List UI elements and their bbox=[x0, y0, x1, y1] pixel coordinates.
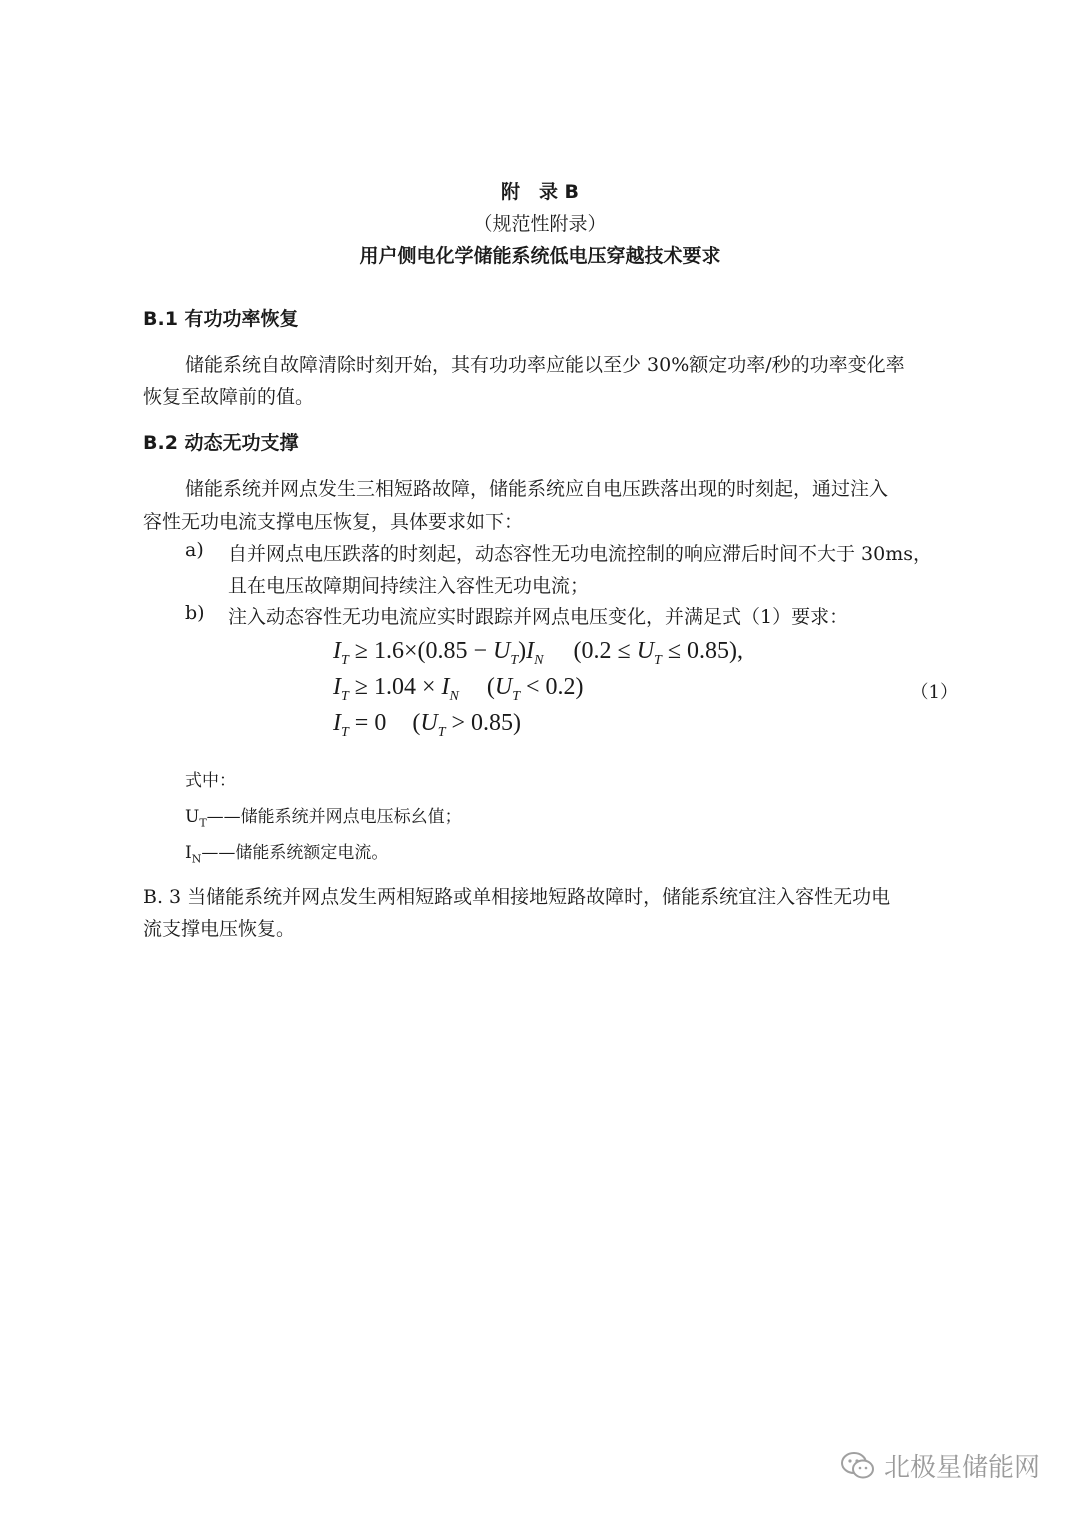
section-b2-paragraph-line2: 容性无功电流支撑电压恢复，具体要求如下： bbox=[143, 511, 524, 533]
formula-line-1: $I_T \ge 1.6\times(0.85 - U_T)I_N$ $(0.2 \le U_T \le 0.85)$, bbox=[333, 638, 743, 668]
where-label: 式中： bbox=[185, 771, 236, 791]
section-b3-line1: B. 3 当储能系统并网点发生两相短路或单相接地短路故障时，储能系统宜注入容性无功电 bbox=[143, 886, 891, 908]
equation-number: （1） bbox=[910, 682, 958, 703]
definition-in: $I_N——$储能系统额定电流。 bbox=[185, 843, 389, 866]
wechat-icon bbox=[840, 1451, 876, 1481]
formula-line-3: $I_T = 0$ $(U_T > 0.85)$ bbox=[333, 710, 522, 740]
list-item-b-marker: b) bbox=[185, 602, 205, 624]
section-b3-line2: 流支撑电压恢复。 bbox=[143, 918, 296, 940]
list-item-a-line2: 且在电压故障期间持续注入容性无功电流； bbox=[228, 575, 590, 597]
watermark bbox=[840, 1447, 1040, 1484]
section-b1-heading: B.1 有功功率恢复 bbox=[143, 308, 299, 330]
list-item-a-marker: a) bbox=[185, 539, 204, 561]
formula-line-2: $I_T \ge 1.04 \times I_N$ $(U_T < 0.2)$ bbox=[333, 674, 584, 704]
definition-ut: $U_T——$储能系统并网点电压标幺值； bbox=[185, 807, 462, 830]
appendix-type: （规范性附录） bbox=[473, 213, 607, 235]
section-b2-paragraph-line1: 储能系统并网点发生三相短路故障，储能系统应自电压跌落出现的时刻起，通过注入 bbox=[185, 478, 889, 500]
list-item-a-line1: 自并网点电压跌落的时刻起，动态容性无功电流控制的响应滞后时间不大于 30ms， bbox=[228, 543, 932, 565]
section-b1-paragraph-line2: 恢复至故障前的值。 bbox=[143, 386, 315, 408]
section-b2-heading: B.2 动态无功支撑 bbox=[143, 432, 299, 454]
watermark-text: 北极星储能网 bbox=[883, 1453, 1040, 1483]
appendix-subject: 用户侧电化学储能系统低电压穿越技术要求 bbox=[359, 245, 721, 267]
list-item-b-line1: 注入动态容性无功电流应实时跟踪并网点电压变化，并满足式（1）要求： bbox=[228, 606, 849, 628]
appendix-title: 附 录 B bbox=[500, 181, 580, 203]
section-b1-paragraph-line1: 储能系统自故障清除时刻开始，其有功功率应能以至少 30%额定功率/秒的功率变化率 bbox=[185, 354, 905, 376]
